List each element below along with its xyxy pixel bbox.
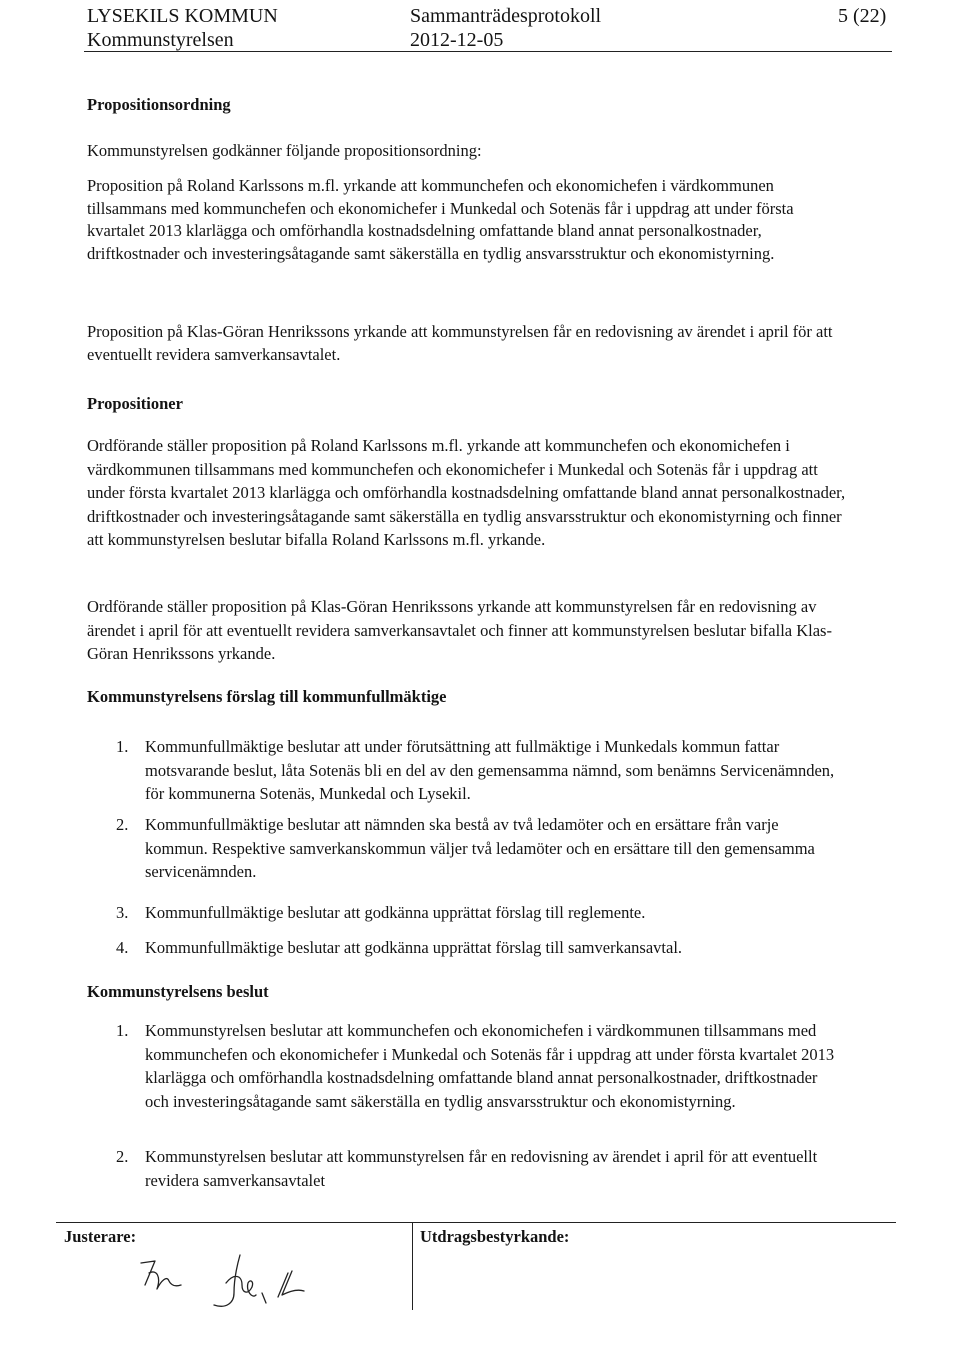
header-body: Kommunstyrelsen	[87, 29, 234, 51]
item-number: 4.	[116, 938, 129, 957]
item-text: Kommunfullmäktige beslutar att godkänna upprättat förslag till reglemente.	[145, 903, 646, 922]
proposition-klas-goran: Proposition på Klas-Göran Henrikssons yrkande att kommunstyrelsen får en redovisning av ärendet i april för att eventuellt revidera samverkansavtalet.	[87, 322, 833, 364]
item-text: Kommunstyrelsen beslutar att kommunstyrelsen får en redovisning av ärendet i april för att eventuellt revidera samverkansavtalet	[145, 1147, 818, 1190]
item-number: 1.	[116, 1021, 129, 1040]
header-rule	[84, 51, 892, 52]
footer-divider	[412, 1222, 413, 1310]
propositioner-paragraph-1: Ordförande ställer proposition på Roland Karlssons m.fl. yrkande att kommunchefen och ekonomichefen i värdkommunen tillsammans med kommunchefen och ekonomichefer i Munkedal och Sotenäs får i uppdrag att under första kvartalet 2013 klarlägga och omförhandla kostnadsdelning omfattande bland annat personalkostnader, driftkostnader och investeringsåtagande samt säkerställa en tydlig ansvarsstruktur och ekonomistyrning och finner att kommunstyrelsen beslutar bifalla Roland Karlssons m.fl. yrkande.	[87, 436, 846, 550]
propositioner-paragraph-2: Ordförande ställer proposition på Klas-Göran Henrikssons yrkande att kommunstyrelsen får en redovisning av ärendet i april för att eventuellt revidera samverkansavtalet och finner att kommunstyrelsen beslutar bifalla Klas-Göran Henrikssons yrkande.	[87, 597, 832, 664]
item-text: Kommunfullmäktige beslutar att under förutsättning att fullmäktige i Munkedals kommun fattar motsvarande beslut, låta Sotenäs bli en del av den gemensamma nämnd, som benämns Servicenämnden, för kommunerna Sotenäs, Munkedal och Lysekil.	[145, 737, 835, 803]
item-text: Kommunfullmäktige beslutar att nämnden ska bestå av två ledamöter och en ersättare från varje kommun. Respektive samverkanskommun väljer två ledamöter och en ersättare till den gemensamma servicenämnden.	[145, 815, 815, 881]
header-org: LYSEKILS KOMMUN	[87, 5, 278, 27]
header-page-number: 5 (22)	[838, 5, 887, 27]
header-doc-type: Sammanträdesprotokoll	[410, 5, 602, 27]
heading-beslut: Kommunstyrelsens beslut	[87, 982, 269, 1001]
item-number: 2.	[116, 815, 129, 834]
item-number: 3.	[116, 903, 129, 922]
heading-propositioner: Propositioner	[87, 394, 183, 413]
heading-forslag: Kommunstyrelsens förslag till kommunfullmäktige	[87, 687, 447, 706]
item-text: Kommunfullmäktige beslutar att godkänna upprättat förslag till samverkansavtal.	[145, 938, 683, 957]
item-number: 1.	[116, 737, 129, 756]
propositionsordning-intro: Kommunstyrelsen godkänner följande propositionsordning:	[87, 141, 482, 160]
signature-initials-1	[135, 1255, 185, 1305]
item-number: 2.	[116, 1147, 129, 1166]
utdragsbestyrkande-label: Utdragsbestyrkande:	[420, 1227, 570, 1246]
signature-initials-2	[200, 1245, 340, 1315]
heading-propositionsordning: Propositionsordning	[87, 95, 231, 114]
footer-rule	[56, 1222, 896, 1223]
header-date: 2012-12-05	[410, 29, 504, 51]
item-text: Kommunstyrelsen beslutar att kommunchefen och ekonomichefen i värdkommunen tillsammans med kommunchefen och ekonomichefer i Munkedal och Sotenäs får i uppdrag att under första kvartalet 2013 klarlägga och omförhandla kostnadsdelning omfattande bland annat personalkostnader, driftkostnader och investeringsåtagande samt säkerställa en tydlig ansvarsstruktur och ekonomistyrning.	[145, 1021, 835, 1111]
proposition-roland: Proposition på Roland Karlssons m.fl. yrkande att kommunchefen och ekonomichefen i värdkommunen tillsammans med kommunchefen och ekonomichefer i Munkedal och Sotenäs får i uppdrag att under första kvartalet 2013 klarlägga och omförhandla kostnadsdelning omfattande bland annat personalkostnader, driftkostnader och investeringsåtagande samt säkerställa en tydlig ansvarsstruktur och ekonomistyrning.	[87, 176, 794, 264]
justerare-label: Justerare:	[64, 1227, 137, 1246]
